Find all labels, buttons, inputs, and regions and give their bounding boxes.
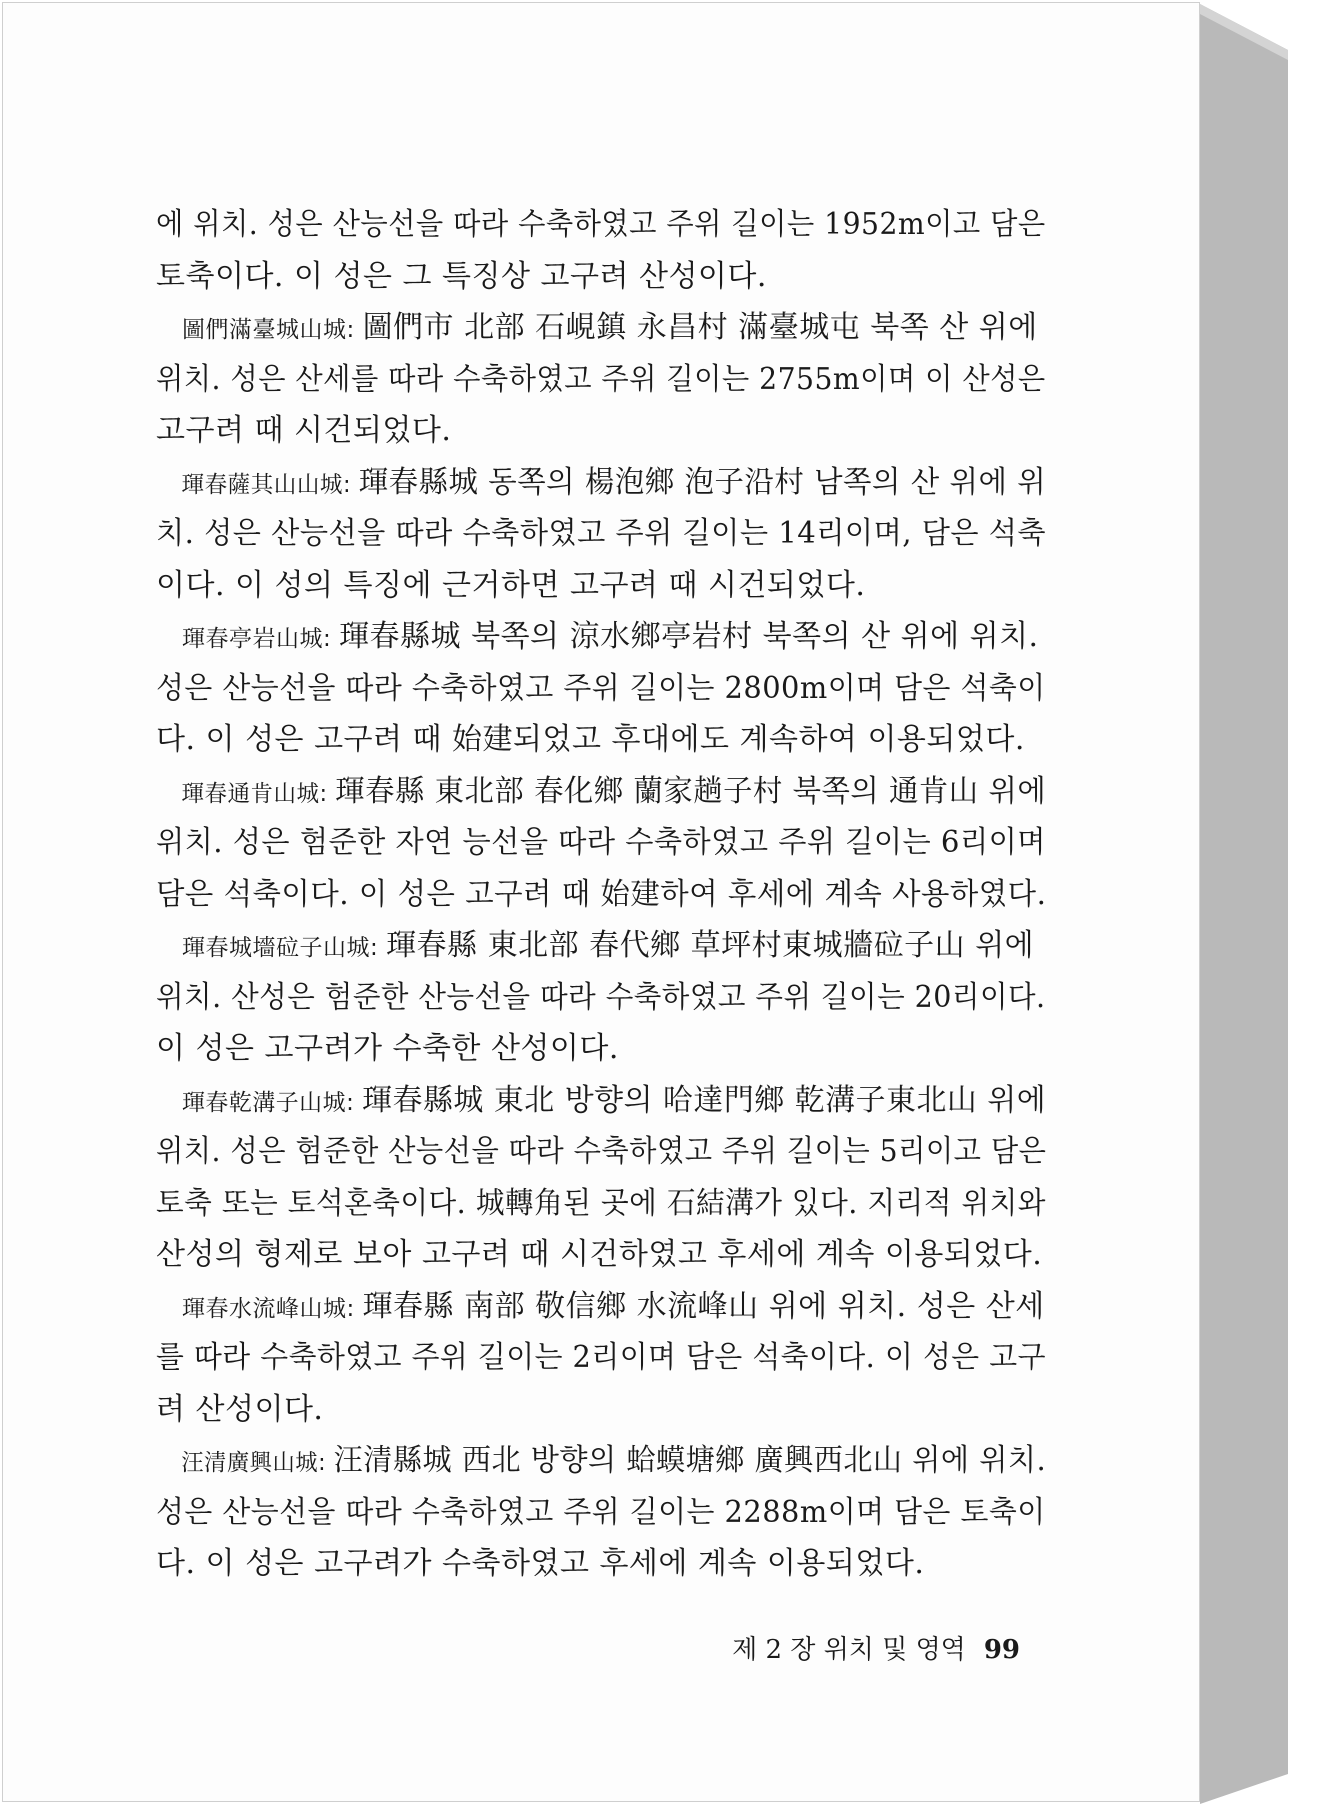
text-line	[156, 1178, 1046, 1230]
text-line	[156, 1281, 1046, 1333]
line-text: 담은 석축이다. 이 성은 고구려 때 始建하여 후세에 계속 사용하였다.	[156, 876, 1047, 912]
text-line	[156, 199, 1046, 251]
chapter-title: 제 2 장 위치 및 영역	[732, 1635, 966, 1665]
line-text: 다. 이 성은 고구려 때 始建되었고 후대에도 계속하여 이용되었다.	[156, 722, 1025, 757]
line-text: 琿春縣城 북쪽의 涼水鄉亭岩村 북쪽의 산 위에 위치.	[339, 619, 1039, 654]
body-text	[156, 199, 1046, 1590]
line-text: 琿春縣 南部 敬信鄉 水流峰山 위에 위치. 성은 산세	[362, 1288, 1045, 1324]
line-text: 산성의 형제로 보아 고구려 때 시건하였고 후세에 계속 이용되었다.	[156, 1237, 1043, 1272]
line-text: 려 산성이다.	[156, 1391, 324, 1427]
line-text: 위치. 성은 험준한 자연 능선을 따라 수축하였고 주위 길이는 6리이며	[156, 825, 1046, 860]
text-line	[156, 766, 1047, 818]
castle-heading: 琿春城墻砬子山城:	[182, 935, 387, 961]
line-text: 토축이다. 이 성은 그 특징상 고구려 산성이다.	[156, 258, 767, 294]
text-line	[156, 1229, 1046, 1281]
page-footer	[720, 1630, 1020, 1670]
text-line	[156, 251, 1046, 303]
text-line	[156, 920, 1046, 972]
text-line	[156, 1126, 1047, 1178]
line-text: 琿春縣 東北部 春化鄉 蘭家趟子村 북쪽의 通肯山 위에	[335, 773, 1047, 809]
line-text: 를 따라 수축하였고 주위 길이는 2리이며 담은 석축이다. 이 성은 고구	[156, 1340, 1046, 1375]
line-text: 토축 또는 토석혼축이다. 城轉角된 곳에 石結溝가 있다. 지리적 위치와	[156, 1185, 1046, 1221]
page-edge-side	[1200, 4, 1288, 1804]
castle-heading: 琿春薩其山山城:	[181, 471, 359, 498]
text-line	[156, 302, 1046, 354]
castle-heading: 琿春通肯山城:	[181, 780, 336, 807]
castle-heading: 琿春亭岩山城:	[182, 626, 340, 652]
text-line	[156, 1538, 1046, 1590]
text-line	[156, 508, 1047, 560]
line-text: 치. 성은 산능선을 따라 수축하였고 주위 길이는 14리이며, 담은 석축	[156, 516, 1047, 551]
line-text: 위치. 성은 험준한 산능선을 따라 수축하였고 주위 길이는 5리이고 담은	[156, 1134, 1047, 1169]
text-line	[156, 1435, 1047, 1487]
castle-heading: 琿春水流峰山城:	[182, 1295, 363, 1322]
text-line	[156, 1332, 1046, 1384]
text-line	[156, 972, 1046, 1024]
text-line	[156, 1487, 1046, 1539]
line-text: 성은 산능선을 따라 수축하였고 주위 길이는 2288m이며 담은 토축이	[156, 1494, 1046, 1530]
text-line	[156, 1023, 1046, 1075]
castle-heading: 汪清廣興山城:	[181, 1450, 334, 1476]
text-line	[156, 1075, 1047, 1127]
line-text: 고구려 때 시건되었다.	[156, 413, 452, 448]
line-text: 琿春縣 東北部 春代鄉 草坪村東城牆砬子山 위에	[386, 928, 1035, 963]
text-line	[156, 663, 1046, 715]
text-line	[156, 560, 1046, 612]
text-line	[156, 457, 1047, 509]
page-number: 99	[983, 1635, 1020, 1665]
castle-heading: 圖們滿臺城山城:	[182, 317, 363, 343]
line-text: 다. 이 성은 고구려가 수축하였고 후세에 계속 이용되었다.	[156, 1546, 925, 1581]
line-text: 성은 산능선을 따라 수축하였고 주위 길이는 2800m이며 담은 석축이	[156, 670, 1046, 706]
line-text: 이 성은 고구려가 수축한 산성이다.	[156, 1031, 619, 1066]
line-text: 圖們市 北部 石峴鎮 永昌村 滿臺城屯 북쪽 산 위에	[362, 310, 1038, 345]
text-line	[156, 405, 1046, 457]
text-line	[156, 714, 1046, 766]
line-text: 琿春縣城 동쪽의 楊泡鄉 泡子沿村 남쪽의 산 위에 위	[358, 464, 1047, 500]
line-text: 위치. 성은 산세를 따라 수축하였고 주위 길이는 2755m이며 이 산성은	[156, 361, 1046, 397]
castle-heading: 琿春乾溝子山城:	[181, 1089, 363, 1116]
text-line	[156, 817, 1046, 869]
text-line	[156, 869, 1047, 921]
line-text: 琿春縣城 東北 방향의 哈達門鄉 乾溝子東北山 위에	[362, 1082, 1047, 1118]
text-line	[156, 1384, 1046, 1436]
text-line	[156, 354, 1046, 406]
text-line	[156, 611, 1046, 663]
line-text: 위치. 산성은 험준한 산능선을 따라 수축하였고 주위 길이는 20리이다.	[156, 979, 1046, 1015]
line-text: 이다. 이 성의 특징에 근거하면 고구려 때 시건되었다.	[156, 567, 866, 603]
line-text: 에 위치. 성은 산능선을 따라 수축하였고 주위 길이는 1952m이고 담은	[156, 207, 1046, 242]
line-text: 汪清縣城 西北 방향의 蛤蟆塘鄉 廣興西北山 위에 위치.	[333, 1443, 1047, 1478]
